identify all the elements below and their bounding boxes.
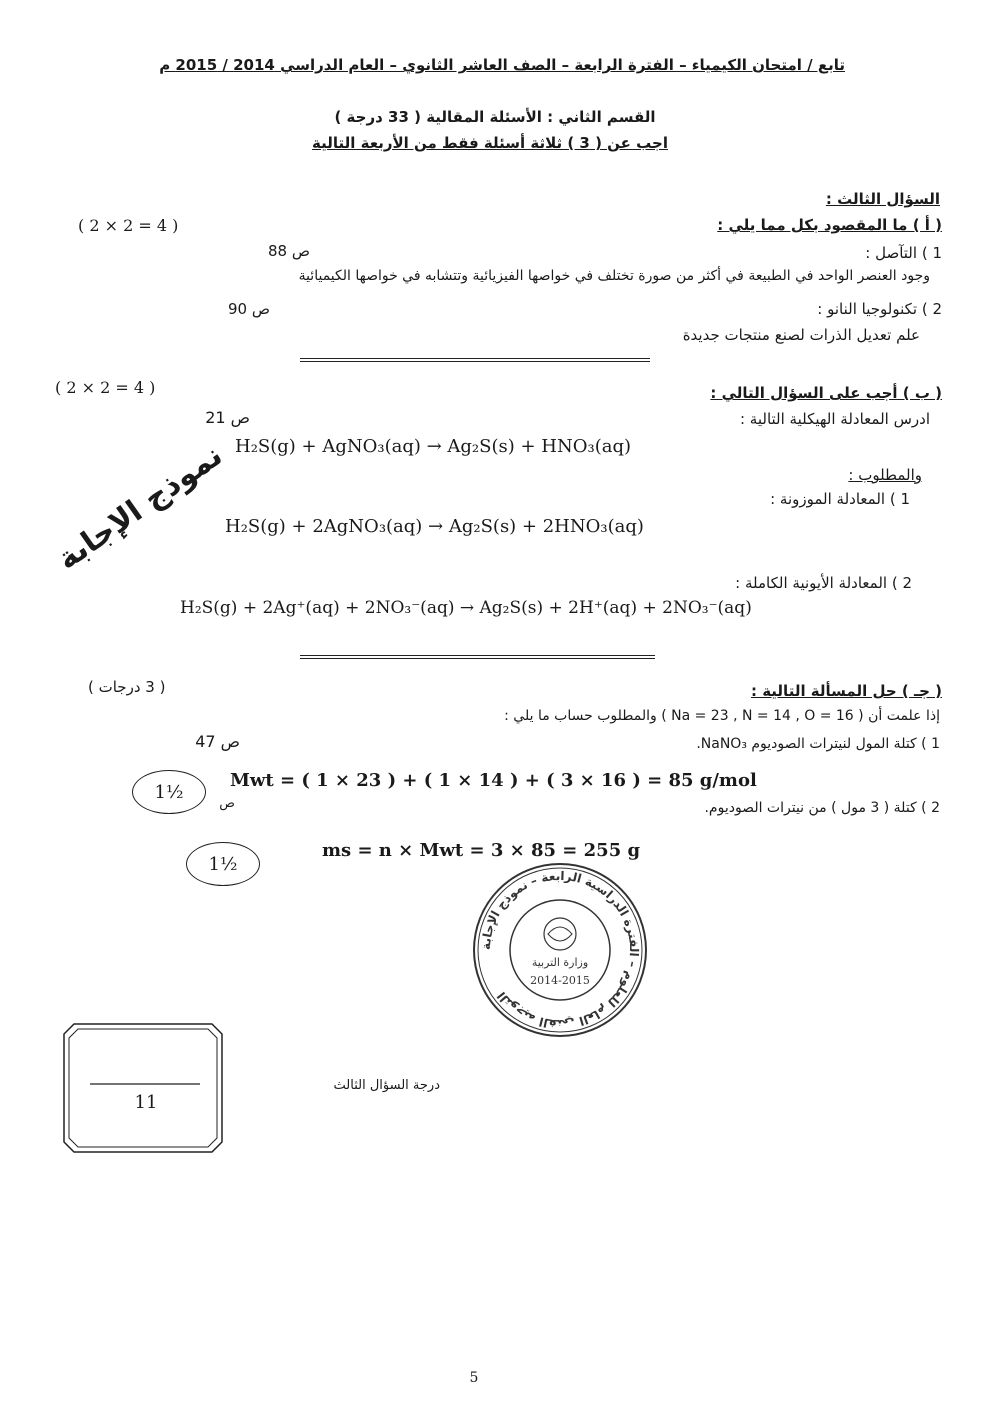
part-a-label: ( أ ) ما المقصود بكل مما يلي : (717, 216, 942, 234)
part-c-given: إذا علمت أن ( Na = 23 , N = 14 , O = 16 ) والمطلوب حساب ما يلي : (504, 708, 940, 724)
score-circle: 1½ (132, 770, 206, 814)
section-title: القسم الثاني : الأسئلة المقالية ( 33 درجة ) (334, 108, 656, 126)
part-c-item1-label: 1 ) كتلة المول لنيترات الصوديوم NaNO₃. (696, 736, 940, 752)
part-c-label: ( جـ ) حل المسألة التالية : (750, 682, 942, 700)
ionic-equation: H₂S(g) + 2Ag⁺(aq) + 2NO₃⁻(aq) → Ag₂S(s) + 2H⁺(aq) + 2NO₃⁻(aq) (180, 598, 752, 618)
question-score-label: درجة السؤال الثالث (333, 1078, 440, 1093)
stamp-center-text: وزارة التربية (531, 956, 589, 969)
part-b-required: والمطلوب : (848, 466, 922, 484)
part-c-item2-page: ص (219, 796, 235, 811)
part-b-item1-label: 1 ) المعادلة الموزونة : (770, 490, 910, 508)
part-a-item1-label: 1 ) التآصل : (865, 244, 942, 262)
mass-answer: ms = n × Mwt = 3 × 85 = 255 g (322, 840, 641, 861)
handwritten-answer-model: نموذج الإجابة (51, 437, 229, 578)
question-score-value: 11 (134, 1092, 158, 1113)
official-stamp (470, 860, 650, 1040)
part-b-marks: ( 2 × 2 = 4 ) (55, 378, 156, 397)
part-c-item1-page: ص 47 (195, 732, 240, 751)
part-a-item1-answer: وجود العنصر الواحد في الطبيعة في أكثر من صورة تختلف في خواصها الفيزيائية وتتشابه في خواصها الكيميائية (298, 268, 930, 284)
skeleton-equation: H₂S(g) + AgNO₃(aq) → Ag₂S(s) + HNO₃(aq) (235, 436, 631, 457)
stamp-year: 2014-2015 (530, 974, 590, 987)
section-instruction: اجب عن ( 3 ) ثلاثة أسئلة فقط من الأربعة التالية (312, 134, 668, 152)
part-b-label: ( ب ) أجب على السؤال التالي : (710, 384, 942, 402)
page-header: تابع / امتحان الكيمياء – الفترة الرابعة – الصف العاشر الثانوي – العام الدراسي 2014 / 2015 م (159, 56, 845, 74)
question-score-box (62, 1022, 224, 1154)
part-a-marks: ( 2 × 2 = 4 ) (78, 216, 179, 235)
part-a-item2-label: 2 ) تكنولوجيا النانو : (817, 300, 942, 318)
balanced-equation: H₂S(g) + 2AgNO₃(aq) → Ag₂S(s) + 2HNO₃(aq) (225, 516, 644, 537)
part-b-item2-label: 2 ) المعادلة الأيونية الكاملة : (735, 574, 912, 592)
part-c-marks: ( 3 درجات ) (88, 678, 166, 696)
molar-mass-answer: Mwt = ( 1 × 23 ) + ( 1 × 14 ) + ( 3 × 16 ) = 85 g/mol (230, 770, 757, 791)
question-title: السؤال الثالث : (825, 190, 940, 208)
divider (300, 358, 650, 362)
stamp-ring-text: التوجيه الفني العام للعلوم – الفترة الدراسية الرابعة – نموذج الإجابة (478, 868, 642, 1032)
divider (300, 655, 655, 659)
part-a-item1-page: ص 88 (268, 242, 310, 260)
part-c-item2-label: 2 ) كتلة ( 3 مول ) من نيترات الصوديوم. (704, 800, 940, 816)
score-circle: 1½ (186, 842, 260, 886)
page-number: 5 (469, 1370, 479, 1386)
part-a-item2-page: ص 90 (228, 300, 270, 318)
part-b-page: ص 21 (205, 408, 250, 427)
part-b-intro: ادرس المعادلة الهيكلية التالية : (739, 410, 930, 428)
part-a-item2-answer: علم تعديل الذرات لصنع منتجات جديدة (682, 326, 920, 344)
